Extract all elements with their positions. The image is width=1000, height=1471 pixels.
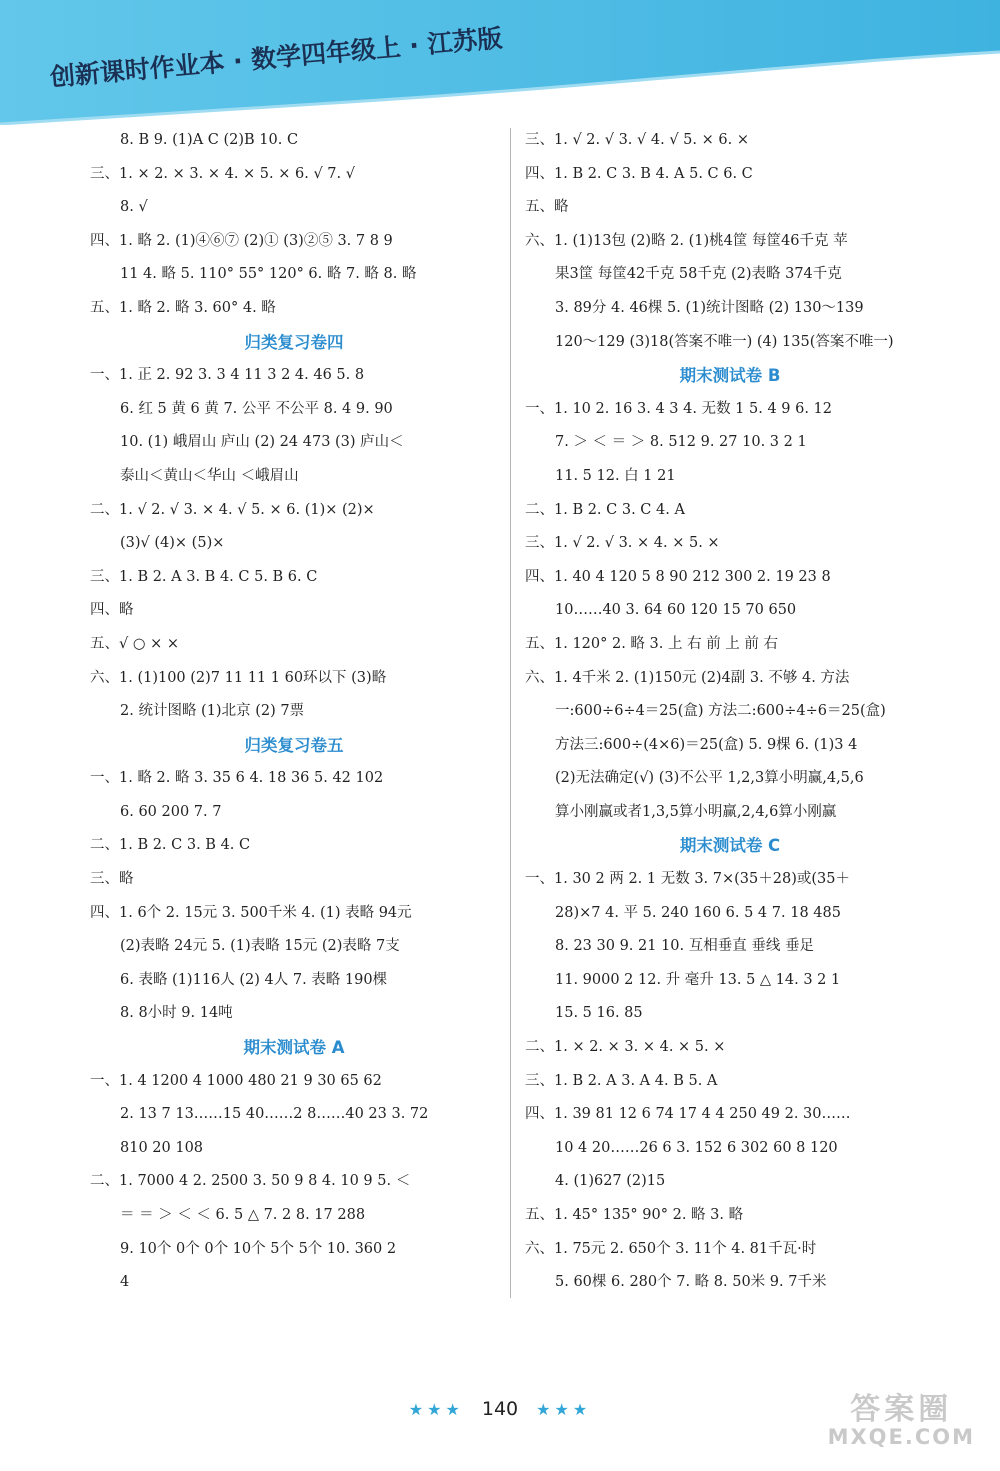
answer-line: 三、1. B 2. A 3. A 4. B 5. A [525,1072,718,1089]
answer-line: 一、1. 30 2 两 2. 1 无数 3. 7×(35＋28)或(35＋ [525,871,850,888]
answer-line: 三、1. B 2. A 3. B 4. C 5. B 6. C [90,568,318,585]
answer-line: 9. 10个 0个 0个 10个 5个 5个 10. 360 2 [120,1240,397,1257]
answer-line: 六、1. (1)13包 (2)略 2. (1)桃4筐 每筐46千克 苹 [525,232,848,249]
answer-line: 3. 89分 4. 46棵 5. (1)统计图略 (2) 130～139 [555,299,864,316]
star-decoration-left-icon: ★★★ [408,1400,464,1419]
answer-line: 三、略 [90,871,134,888]
answer-line: 一、1. 4 1200 4 1000 480 21 9 30 65 62 [90,1072,382,1089]
section-heading: 归类复习卷四 [244,332,344,352]
left-answer-column [90,124,498,1300]
column-divider [510,128,511,1298]
answer-line: 120～129 (3)18(答案不唯一) (4) 135(答案不唯一) [555,333,894,350]
answer-line: 五、略 [525,199,569,216]
answer-line: 一、1. 略 2. 略 3. 35 6 4. 18 36 5. 42 102 [90,770,384,787]
site-watermark [827,1392,975,1449]
answer-line: (3)√ (4)× (5)× [120,535,225,552]
answer-line: 四、1. 略 2. (1)④⑥⑦ (2)① (3)②⑤ 3. 7 8 9 [90,232,393,249]
answer-line: 810 20 108 [120,1139,204,1156]
answer-line: 2. 13 7 13……15 40……2 8……40 23 3. 72 [120,1106,429,1123]
answer-line: (2)无法确定(√) (3)不公平 1,2,3算小明赢,4,5,6 [555,770,864,787]
answer-line: 10……40 3. 64 60 120 15 70 650 [555,602,797,619]
answer-line: 五、√ ○ × × [90,635,180,652]
answer-line: 8. 23 30 9. 21 10. 互相垂直 垂线 垂足 [555,938,814,955]
answer-line: 六、1. 4千米 2. (1)150元 (2)4副 3. 不够 4. 方法 [525,669,850,686]
answer-line: 4 [120,1274,130,1291]
answer-line: 三、1. √ 2. √ 3. √ 4. √ 5. × 6. × [525,132,749,148]
answer-line: 方法三:600÷(4×6)＝25(盒) 5. 9棵 6. (1)3 4 [555,736,858,753]
header-banner [0,0,1000,125]
answer-line: 六、1. (1)100 (2)7 11 11 1 60环以下 (3)略 [90,669,387,686]
answer-line: 11. 5 12. 白 1 21 [555,467,676,484]
answer-line: 五、1. 略 2. 略 3. 60° 4. 略 [90,299,276,316]
answer-line: 二、1. 7000 4 2. 2500 3. 50 9 8 4. 10 9 5. ＜ [90,1173,411,1190]
answer-line: 六、1. 75元 2. 650个 3. 11个 4. 81千瓦·时 [525,1240,817,1257]
answer-line: 11. 9000 2 12. 升 毫升 13. 5 △ 14. 3 2 1 [555,971,841,988]
answer-line: 6. 红 5 黄 6 黄 7. 公平 不公平 8. 4 9. 90 [120,400,393,417]
answer-line: 6. 60 200 7. 7 [120,803,222,820]
answer-line: 8. √ [120,199,148,216]
answer-line: 6. 表略 (1)116人 (2) 4人 7. 表略 190棵 [120,971,388,988]
answer-line: 8. 8小时 9. 14吨 [120,1005,233,1022]
answer-line: 四、1. 39 81 12 6 74 17 4 4 250 49 2. 30…… [525,1106,851,1123]
answer-line: 4. (1)627 (2)15 [555,1173,666,1190]
answer-line: 7. ＞ ＜ ＝ ＞ 8. 512 9. 27 10. 3 2 1 [555,434,807,451]
answer-line: 五、1. 45° 135° 90° 2. 略 3. 略 [525,1207,744,1223]
answer-line: 11 4. 略 5. 110° 55° 120° 6. 略 7. 略 8. 略 [120,266,417,283]
star-decoration-right-icon: ★★★ [536,1400,592,1419]
section-heading: 期末测试卷 C [679,836,781,856]
answer-line: 一:600÷6÷4＝25(盒) 方法二:600÷4÷6＝25(盒) [555,703,886,720]
answer-line: 泰山＜黄山＜华山 ＜峨眉山 [120,467,299,484]
answer-line: 四、1. 6个 2. 15元 3. 500千米 4. (1) 表略 94元 [90,904,412,921]
answer-line: 四、1. 40 4 120 5 8 90 212 300 2. 19 23 8 [525,568,831,585]
answer-line: 5. 60棵 6. 280个 7. 略 8. 50米 9. 7千米 [555,1274,827,1291]
answer-line: 二、1. B 2. C 3. B 4. C [90,837,251,854]
page-number: 140 [481,1398,519,1420]
section-heading: 期末测试卷 B [679,366,781,386]
answer-line: 三、1. √ 2. √ 3. × 4. × 5. × [525,535,720,552]
answer-line: 二、1. × 2. × 3. × 4. × 5. × [525,1039,726,1056]
right-answer-column [525,124,935,1300]
section-heading: 期末测试卷 A [243,1038,345,1058]
watermark-url: MXQE.COM [827,1425,975,1449]
answer-line: 二、1. √ 2. √ 3. × 4. √ 5. × 6. (1)× (2)× [90,501,375,518]
answer-line: 果3筐 每筐42千克 58千克 (2)表略 374千克 [555,266,842,283]
answer-line: 四、1. B 2. C 3. B 4. A 5. C 6. C [525,165,753,182]
answer-line: 三、1. × 2. × 3. × 4. × 5. × 6. √ 7. √ [90,165,355,182]
answer-line: 算小刚赢或者1,3,5算小明赢,2,4,6算小刚赢 [555,803,837,820]
answer-line: (2)表略 24元 5. (1)表略 15元 (2)表略 7支 [120,938,400,955]
answer-line: 一、1. 10 2. 16 3. 4 3 4. 无数 1 5. 4 9 6. 12 [525,400,833,417]
answer-line: 10. (1) 峨眉山 庐山 (2) 24 473 (3) 庐山＜ [120,434,404,451]
answer-line: 15. 5 16. 85 [555,1005,643,1022]
answer-line: 一、1. 正 2. 92 3. 3 4 11 3 2 4. 46 5. 8 [90,367,365,384]
book-title: 创新课时作业本 · 数学四年级上 · 江苏版 [48,23,504,92]
answer-line: 28)×7 4. 平 5. 240 160 6. 5 4 7. 18 485 [555,904,841,921]
answer-line: 8. B 9. (1)A C (2)B 10. C [120,132,299,148]
answer-line: 2. 统计图略 (1)北京 (2) 7票 [120,703,305,720]
answer-line: 四、略 [90,602,134,619]
answer-line: 10 4 20……26 6 3. 152 6 302 60 8 120 [555,1139,838,1156]
answer-line: 二、1. B 2. C 3. C 4. A [525,501,685,518]
section-heading: 归类复习卷五 [244,735,344,755]
answer-line: 五、1. 120° 2. 略 3. 上 右 前 上 前 右 [525,635,779,652]
watermark-logo: 答案圈 [850,1392,953,1427]
answer-line: ＝ ＝ ＞ ＜ ＜ 6. 5 △ 7. 2 8. 17 288 [120,1207,366,1223]
